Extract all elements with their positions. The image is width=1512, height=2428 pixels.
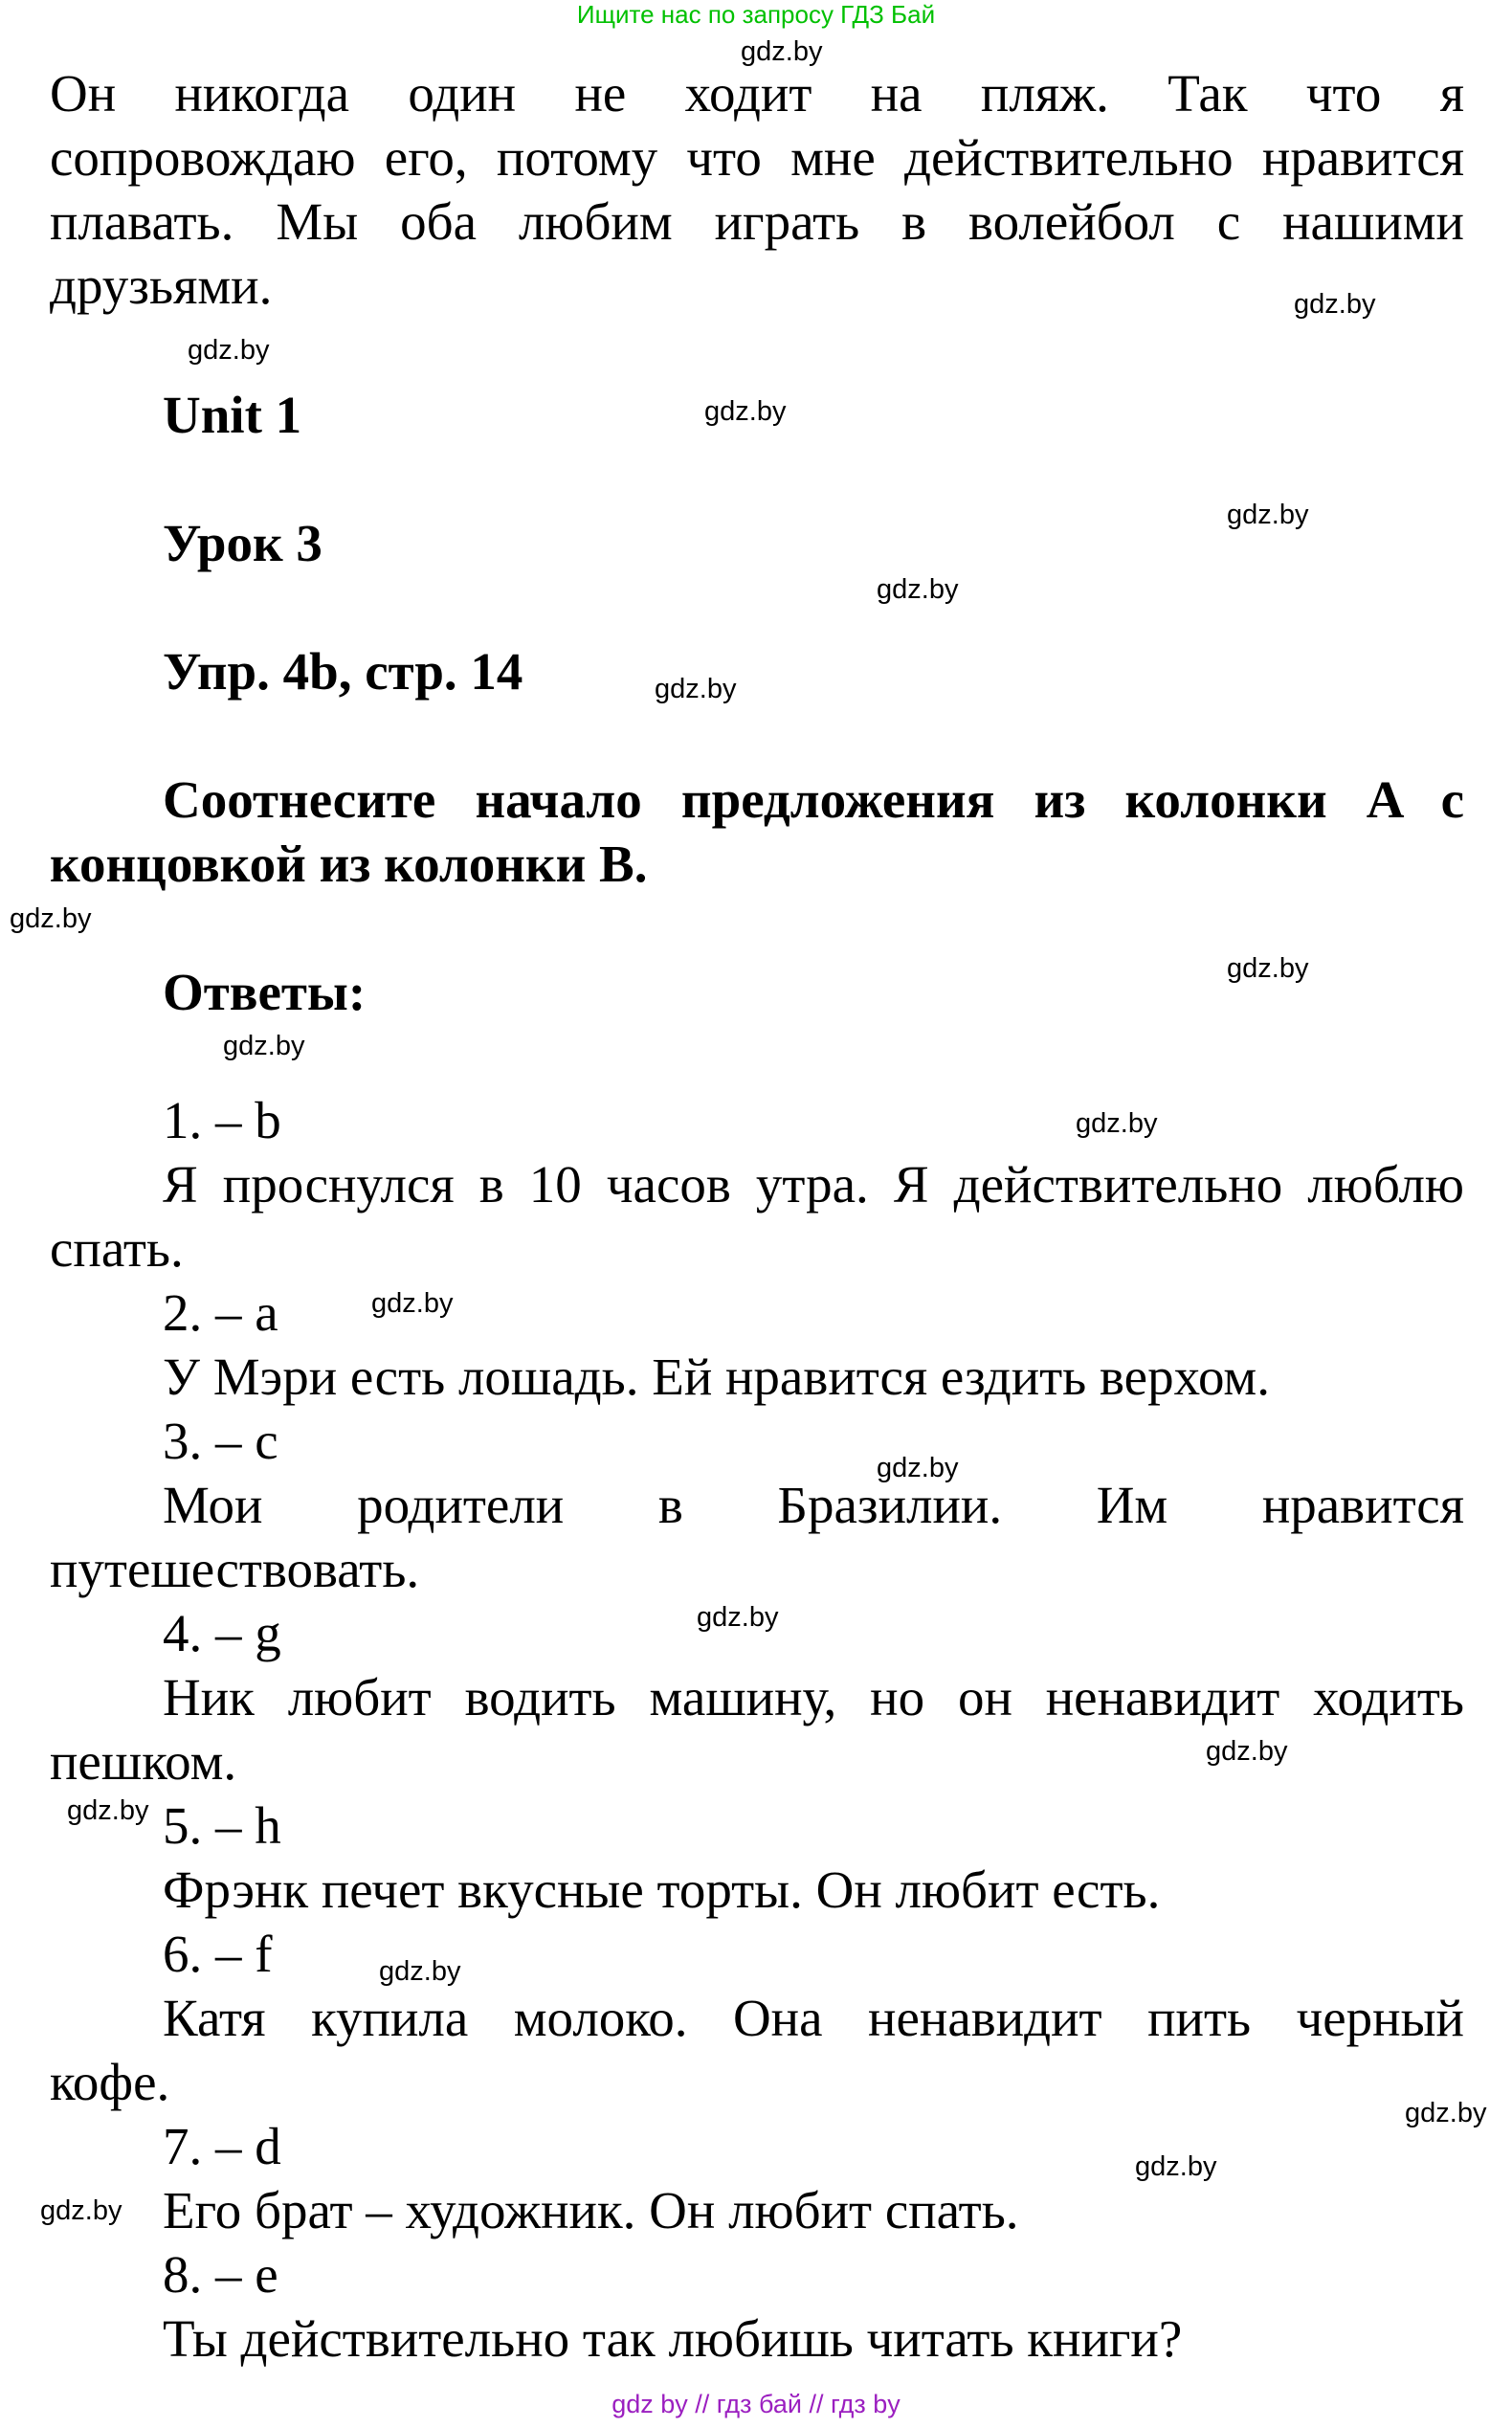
answer-text: Его брат – художник. Он любит спать. <box>163 2181 1019 2239</box>
watermark: gdz.by <box>1206 1736 1288 1767</box>
top-banner-link[interactable]: Ищите нас по запросу ГДЗ Бай <box>576 0 936 29</box>
watermark: gdz.by <box>40 2195 122 2226</box>
watermark: gdz.by <box>10 903 92 934</box>
watermark: gdz.by <box>1294 289 1376 320</box>
answer-number: 8. – e <box>163 2245 278 2304</box>
watermark: gdz.by <box>877 1453 959 1483</box>
task-line: Соотнесите начало предложения из колонки A с <box>163 770 1464 829</box>
watermark: gdz.by <box>1405 2098 1487 2128</box>
answer-text: Ты действительно так любишь читать книги? <box>163 2309 1183 2368</box>
watermark: gdz.by <box>1227 953 1309 984</box>
intro-line: друзьями. <box>50 256 273 315</box>
answer-number: 7. – d <box>163 2117 281 2175</box>
watermark: gdz.by <box>697 1602 779 1633</box>
answer-text: путешествовать. <box>50 1540 420 1598</box>
answer-number: 6. – f <box>163 1925 273 1983</box>
watermark: gdz.by <box>188 335 270 366</box>
answer-text: кофе. <box>50 2053 170 2111</box>
answer-text: Фрэнк печет вкусные торты. Он любит есть. <box>163 1860 1161 1919</box>
answer-text: Катя купила молоко. Она ненавидит пить черный <box>163 1989 1464 2047</box>
watermark: gdz.by <box>877 574 959 605</box>
watermark: gdz.by <box>655 674 737 704</box>
answers-title: Ответы: <box>163 963 367 1021</box>
watermark: gdz.by <box>371 1288 454 1319</box>
answer-text: Мои родители в Бразилии. Им нравится <box>163 1476 1464 1534</box>
intro-line: сопровождаю его, потому что мне действительно нравится <box>50 128 1464 187</box>
answer-text: Ник любит водить машину, но он ненавидит ходить <box>163 1668 1464 1726</box>
intro-line: Он никогда один не ходит на пляж. Так что я <box>50 64 1464 123</box>
answer-text: пешком. <box>50 1732 237 1791</box>
answer-number: 3. – c <box>163 1412 278 1470</box>
answer-number: 4. – g <box>163 1604 281 1662</box>
watermark: gdz.by <box>741 36 823 67</box>
watermark: gdz.by <box>1076 1108 1158 1139</box>
answer-number: 2. – a <box>163 1283 278 1342</box>
exercise-heading: Упр. 4b, стр. 14 <box>163 642 523 701</box>
watermark: gdz.by <box>1135 2151 1217 2182</box>
unit-heading: Unit 1 <box>163 386 302 444</box>
answer-number: 5. – h <box>163 1796 281 1855</box>
intro-line: плавать. Мы оба любим играть в волейбол с нашими <box>50 192 1464 251</box>
answer-number: 1. – b <box>163 1091 281 1149</box>
watermark: gdz.by <box>1227 500 1309 530</box>
task-line: концовкой из колонки B. <box>50 835 648 893</box>
watermark: gdz.by <box>379 1956 461 1987</box>
footer-links[interactable]: gdz by // гдз бай // гдз by <box>611 2390 901 2418</box>
watermark: gdz.by <box>223 1031 305 1061</box>
answer-text: спать. <box>50 1219 184 1278</box>
answer-text: Я проснулся в 10 часов утра. Я действительно люблю <box>163 1155 1464 1214</box>
answer-text: У Мэри есть лошадь. Ей нравится ездить верхом. <box>163 1348 1270 1406</box>
watermark: gdz.by <box>704 396 787 427</box>
watermark: gdz.by <box>67 1795 149 1826</box>
lesson-heading: Урок 3 <box>163 514 322 572</box>
